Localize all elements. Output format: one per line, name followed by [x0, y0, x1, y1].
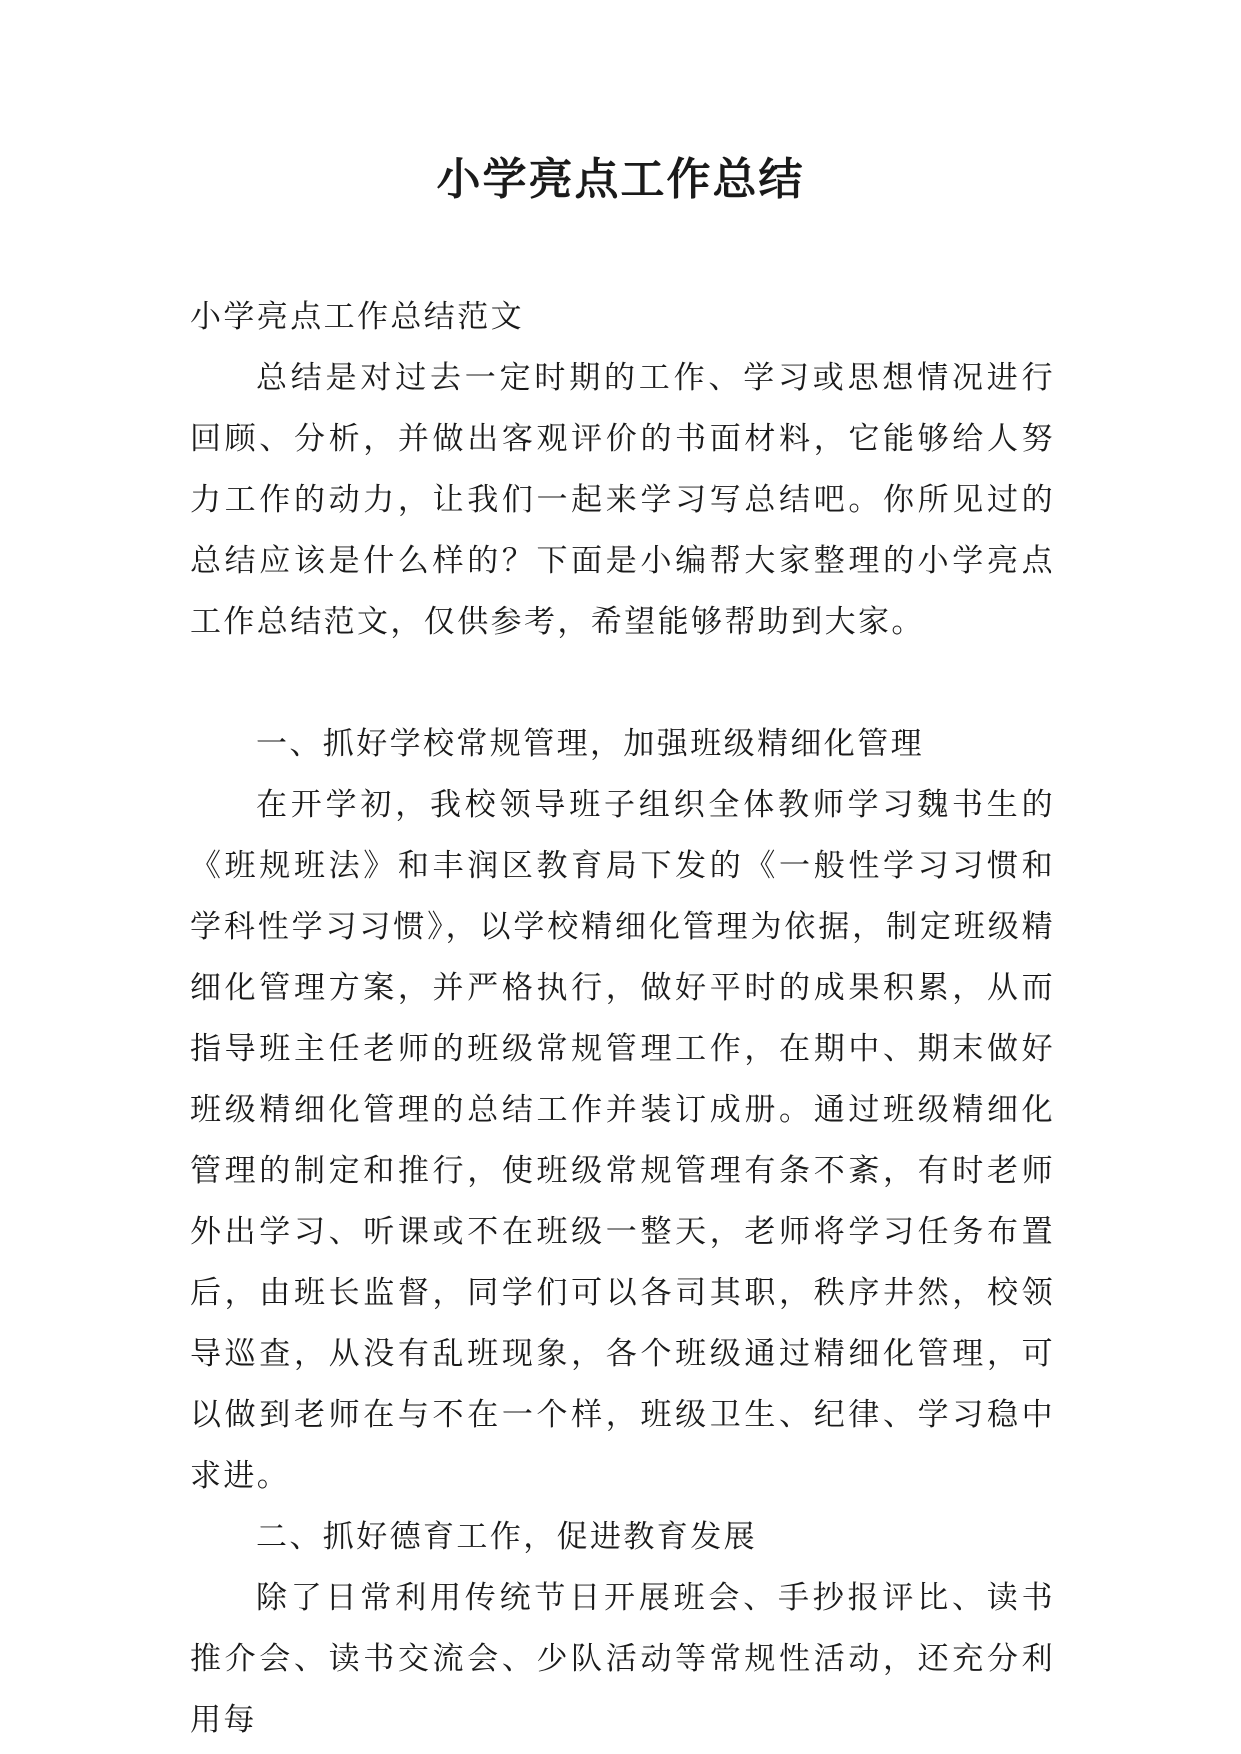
section-2-paragraph: 除了日常利用传统节日开展班会、手抄报评比、读书推介会、读书交流会、少队活动等常规性活动，还充分利用每	[190, 1580, 1055, 1738]
section-1-paragraph: 在开学初，我校领导班子组织全体教师学习魏书生的《班规班法》和丰润区教育局下发的《一般性学习习惯和学科性学习习惯》，以学校精细化管理为依据，制定班级精细化管理方案，并严格执行，做好平时的成果积累，从而指导班主任老师的班级常规管理工作，在期中、期末做好班级精细化管理的总结工作并装订成册。通过班级精细化管理的制定和推行，使班级常规管理有条不紊，有时老师外出学习、听课或不在班级一整天，老师将学习任务布置后，由班长监督，同学们可以各司其职，秩序井然，校领导巡查，从没有乱班现象，各个班级通过精细化管理，可以做到老师在与不在一个样，班级卫生、纪律、学习稳中求进。	[190, 787, 1055, 1494]
paragraph-spacer	[190, 653, 1055, 714]
document-title: 小学亮点工作总结	[436, 154, 805, 205]
section-1-heading: 一、抓好学校常规管理，加强班级精细化管理	[256, 726, 924, 762]
intro-paragraph: 总结是对过去一定时期的工作、学习或思想情况进行回顾、分析，并做出客观评价的书面材料，它能够给人努力工作的动力，让我们一起来学习写总结吧。你所见过的总结应该是什么样的？下面是小编帮大家整理的小学亮点工作总结范文，仅供参考，希望能够帮助到大家。	[190, 360, 1055, 640]
document-body	[190, 287, 1055, 1751]
document-subtitle: 小学亮点工作总结范文	[190, 299, 524, 335]
section-2-heading: 二、抓好德育工作，促进教育发展	[256, 1519, 757, 1555]
